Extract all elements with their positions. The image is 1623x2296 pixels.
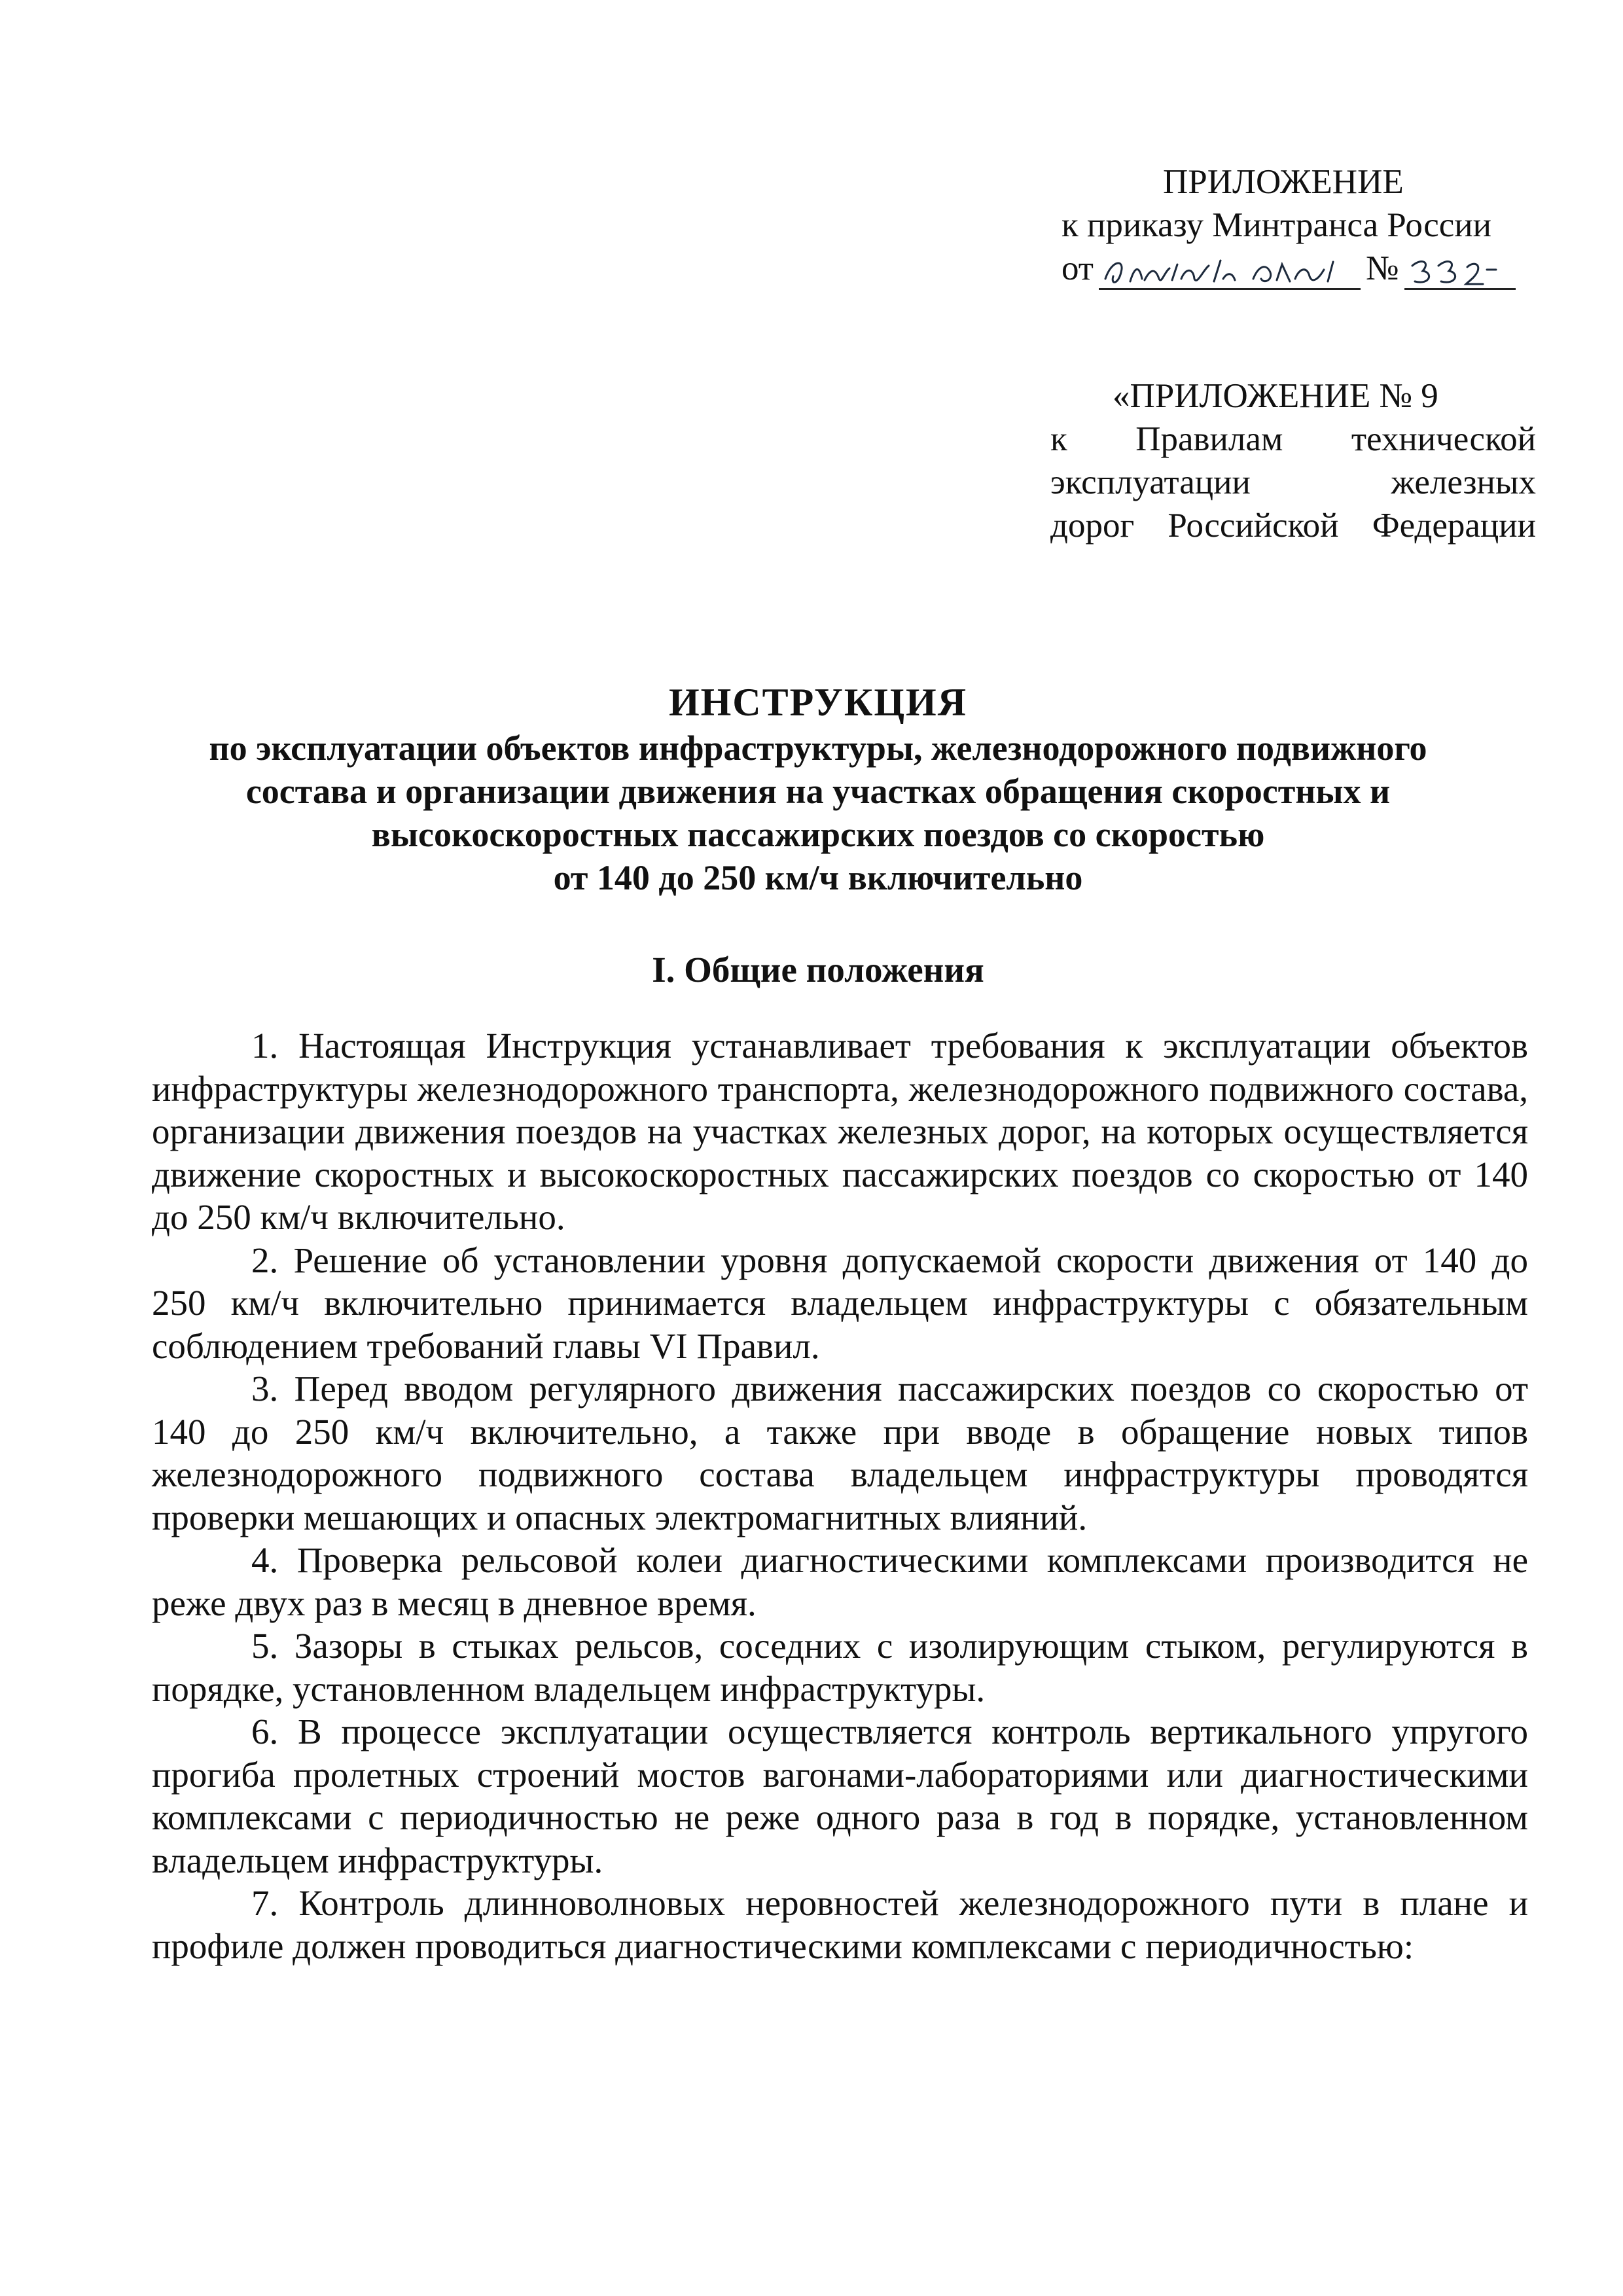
annex-line: эксплуатации железных: [1050, 463, 1536, 501]
annex-header: [1050, 374, 1536, 547]
paragraph-1: 1. Настоящая Инструкция устанавливает требования к эксплуатации объектов инфраструктуры железнодорожного транспорта, железнодорожного подвижного состава, организации движения поездов на участках железных дорог, на которых осуществляется движение скоростных и высокоскоростных пассажирских поездов со скоростью от 140 до 250 км/ч включительно.: [152, 1026, 1528, 1237]
body-text: [152, 1024, 1528, 1967]
approval-order-line: к приказу Минтранса России: [1061, 206, 1492, 244]
document-subtitle-line: высокоскоростных пассажирских поездов со скоростью: [371, 815, 1265, 854]
paragraph-3: 3. Перед вводом регулярного движения пассажирских поездов со скоростью от 140 до 250 км/ч включительно, а также при вводе в обращение новых типов железнодорожного подвижного состава владельцем инфраструктуры проводятся проверки мешающих и опасных электромагнитных влияний.: [152, 1369, 1528, 1537]
handwritten-date: [1099, 250, 1361, 290]
number-label: №: [1365, 249, 1399, 287]
paragraph-7: 7. Контроль длинноволновых неровностей железнодорожного пути в плане и профиле должен проводиться диагностическими комплексами с периодичностью:: [152, 1883, 1528, 1966]
annex-line: к Правилам технической: [1050, 420, 1536, 458]
annex-line: дорог Российской Федерации: [1050, 507, 1536, 545]
handwritten-date-scribble: [1099, 253, 1361, 289]
handwritten-number-scribble: [1404, 253, 1516, 289]
document-subtitle-line: состава и организации движения на участках обращения скоростных и: [245, 772, 1391, 811]
document-heading: [157, 681, 1479, 899]
approval-date-line: [1055, 247, 1541, 290]
document-subtitle-line: по эксплуатации объектов инфраструктуры, железнодорожного подвижного: [209, 728, 1427, 768]
paragraph-6: 6. В процессе эксплуатации осуществляется контроль вертикального упругого прогиба пролетных строений мостов вагонами-лабораториями или диагностическими комплексами с периодичностью не реже одного раза в год в порядке, установленном владельцем инфраструктуры.: [152, 1712, 1528, 1880]
section-title: I. Общие положения: [652, 950, 984, 990]
from-label: от: [1061, 249, 1094, 287]
paragraph-5: 5. Зазоры в стыках рельсов, соседних с изолирующим стыком, регулируются в порядке, установленном владельцем инфраструктуры.: [152, 1626, 1528, 1709]
paragraph-4: 4. Проверка рельсовой колеи диагностическими комплексами производится не реже двух раз в месяц в дневное время.: [152, 1540, 1528, 1623]
handwritten-number: [1404, 250, 1516, 290]
approval-title: ПРИЛОЖЕНИЕ: [1163, 163, 1404, 201]
document-title: ИНСТРУКЦИЯ: [668, 681, 968, 724]
paragraph-2: 2. Решение об установлении уровня допускаемой скорости движения от 140 до 250 км/ч включительно принимается владельцем инфраструктуры с обязательным соблюдением требований главы VI Правил.: [152, 1240, 1528, 1366]
annex-title: «ПРИЛОЖЕНИЕ № 9: [1113, 377, 1438, 415]
document-subtitle-line: от 140 до 250 км/ч включительно: [553, 858, 1083, 897]
approval-stamp: [1055, 160, 1541, 290]
